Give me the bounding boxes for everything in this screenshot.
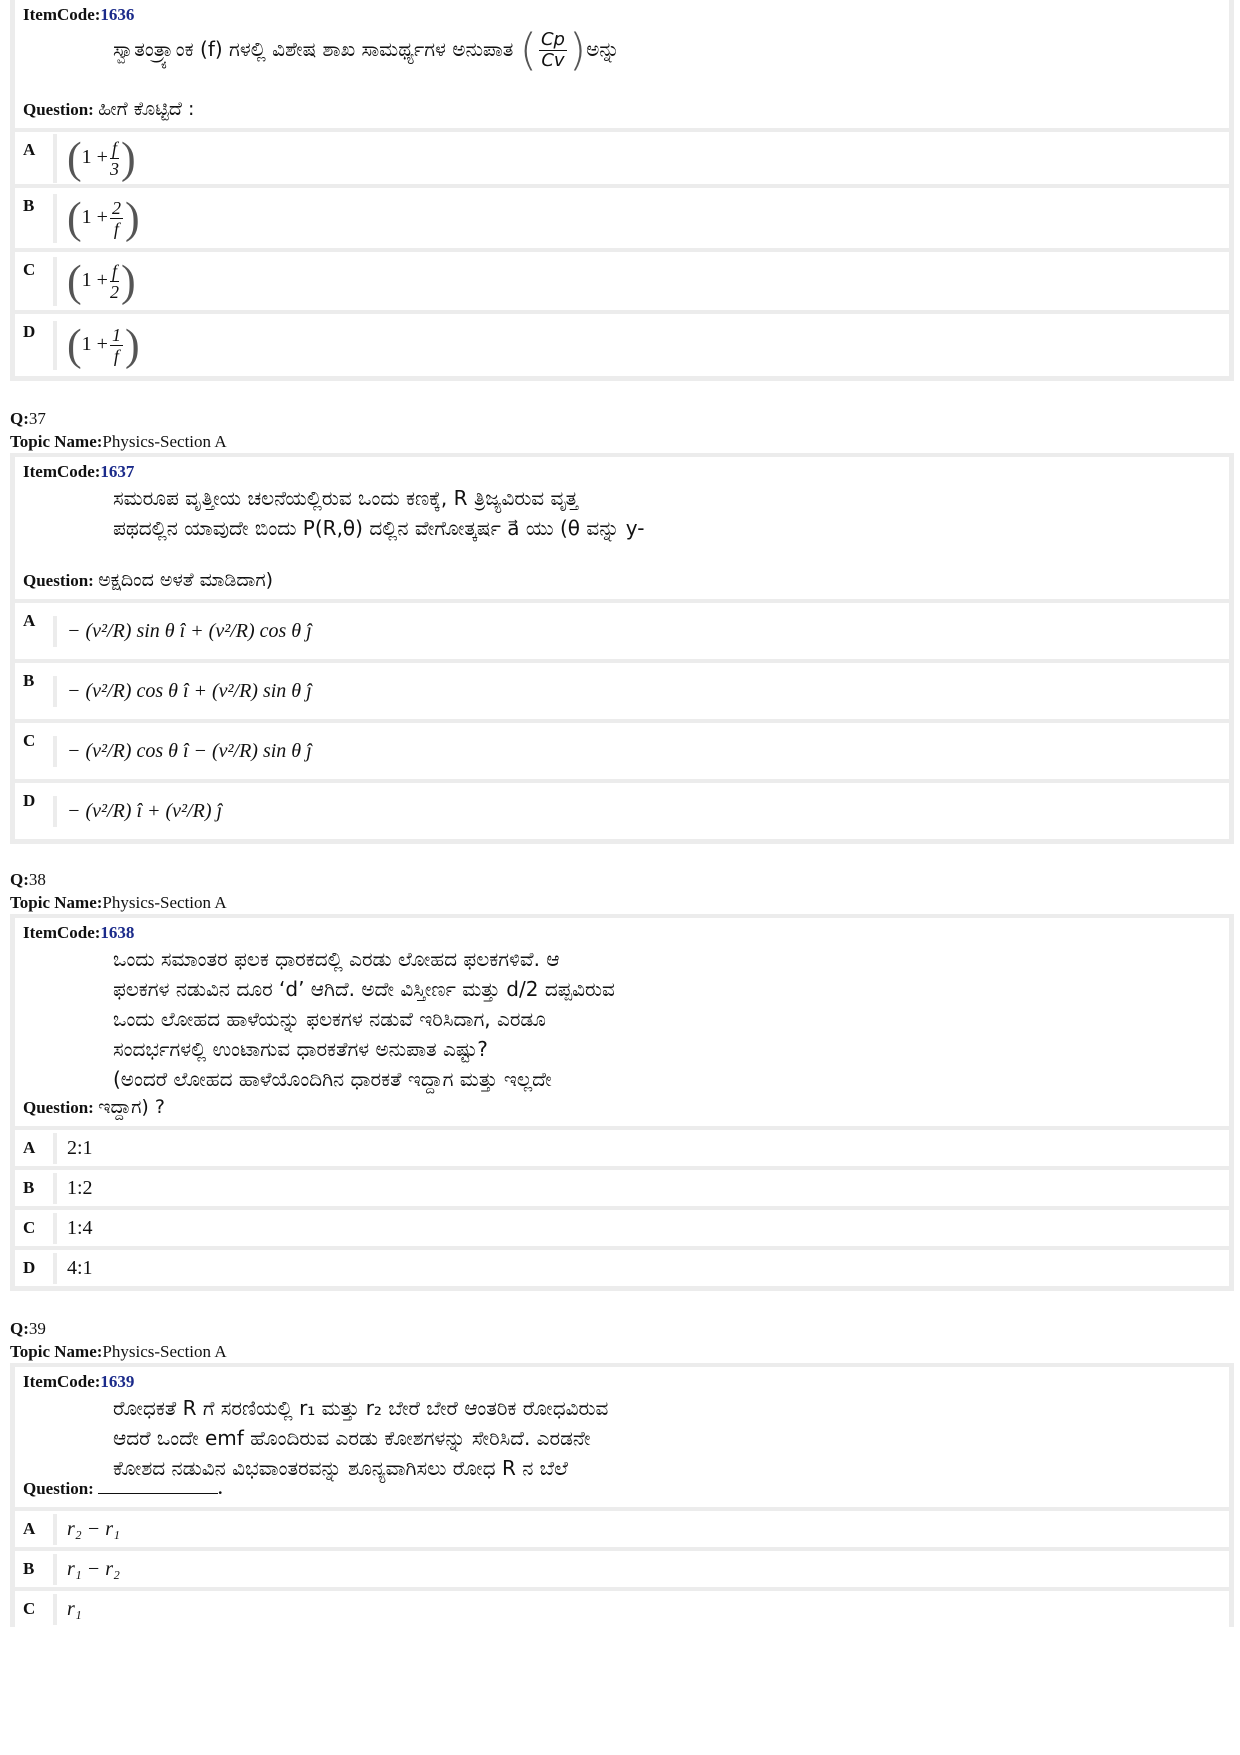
question-text: ಸ್ವಾತಂತ್ರ್ಯಾಂಕ (f) ಗಳಲ್ಲಿ ವಿಶೇಷ ಶಾಖ ಸಾಮರ್ಥ್ಯಗಳ ಅನುಪಾತ ( $\frac{Cp}{Cv}$ )ಅನ್ನು: [113, 24, 620, 76]
question-text: ಸಮರೂಪ ವೃತ್ತೀಯ ಚಲನೆಯಲ್ಲಿರುವ ಒಂದು ಕಣಕ್ಕೆ, R ತ್ರಿಜ್ಯವಿರುವ ವೃತ್ತ ಪಥದಲ್ಲಿನ ಯಾವುದೇ ಬಿಂದು P(R,θ) ದಲ್ಲಿನ ವೇಗೋತ್ಕರ್ಷ a⃗ ಯು (θ ವನ್ನು y-: [113, 486, 645, 540]
question-label: Question: ಇದ್ದಾಗ) ?: [23, 1096, 165, 1118]
options-list: [15, 128, 1229, 376]
item-code: ItemCode:1637: [23, 462, 135, 481]
question-label: Question: .: [23, 1479, 223, 1498]
options-list: [15, 1507, 1229, 1627]
question-paper: [10, 0, 1234, 1627]
option-a[interactable]: A − (v²/R) sin θ î + (v²/R) cos θ ĵ: [15, 603, 1229, 663]
option-d[interactable]: D − (v²/R) î + (v²/R) ĵ: [15, 783, 1229, 839]
option-c[interactable]: C − (v²/R) cos θ î − (v²/R) sin θ ĵ: [15, 723, 1229, 783]
question-label: Question: ಅಕ್ಷದಿಂದ ಅಳತೆ ಮಾಡಿದಾಗ): [23, 569, 274, 591]
option-c[interactable]: C 1:4: [15, 1210, 1229, 1250]
option-b[interactable]: B − (v²/R) cos θ î + (v²/R) sin θ ĵ: [15, 663, 1229, 723]
options-list: [15, 1126, 1229, 1286]
question-text: ರೋಧಕತೆ R ಗೆ ಸರಣಿಯಲ್ಲಿ r₁ ಮತ್ತು r₂ ಬೇರೆ ಬೇರೆ ಆಂತರಿಕ ರೋಧವಿರುವ ಆದರೆ ಒಂದೇ emf ಹೊಂದಿರುವ ಎರಡು ಕೋಶಗಳನ್ನು ಸೇರಿಸಿದೆ. ಎರಡನೇ ಕೋಶದ ನಡುವಿನ ವಿಭವಾಂತರವನ್ನು ಶೂನ್ಯವಾಗಿಸಲು ರೋಧ R ನ ಬೆಲೆ: [113, 1396, 609, 1480]
option-b[interactable]: B r₁ − r₂: [15, 1551, 1229, 1591]
item-code: ItemCode:1636: [23, 5, 135, 24]
option-d[interactable]: D 4:1: [15, 1250, 1229, 1286]
option-b[interactable]: B 1:2: [15, 1170, 1229, 1210]
question-label: Question: ಹೀಗೆ ಕೊಟ್ಟಿದೆ :: [23, 98, 195, 120]
item-code: ItemCode:1639: [23, 1372, 135, 1391]
question-header-37: Q:37 Topic Name:Physics-Section A: [10, 409, 227, 451]
option-d[interactable]: D (1 + $\frac{1}{f}$ ): [15, 314, 1229, 376]
answer-blank: [98, 1493, 218, 1494]
option-a[interactable]: A 2:1: [15, 1130, 1229, 1170]
question-text: ಒಂದು ಸಮಾಂತರ ಫಲಕ ಧಾರಕದಲ್ಲಿ ಎರಡು ಲೋಹದ ಫಲಕಗಳಿವೆ. ಆ ಫಲಕಗಳ ನಡುವಿನ ದೂರ ‘d’ ಆಗಿದೆ. ಅದೇ ವಿಸ್ತೀರ್ಣ ಮತ್ತು d/2 ದಪ್ಪವಿರುವ ಒಂದು ಲೋಹದ ಹಾಳೆಯನ್ನು ಫಲಕಗಳ ನಡುವೆ ಇರಿಸಿದಾಗ, ಎರಡೂ ಸಂದರ್ಭಗಳಲ್ಲಿ ಉಂಟಾಗುವ ಧಾರಕತೆಗಳ ಅನುಪಾತ ಎಷ್ಟು? (ಅಂದರೆ ಲೋಹದ ಹಾಳೆಯೊಂದಿಗಿನ ಧಾರಕತೆ ಇದ್ದಾಗ ಮತ್ತು ಇಲ್ಲದೇ: [113, 947, 615, 1091]
question-stem: [15, 0, 1229, 128]
question-stem: [15, 1367, 1229, 1507]
option-a[interactable]: A (1 + $\frac{f}{3}$ ): [15, 132, 1229, 188]
question-stem: [15, 918, 1229, 1126]
options-list: [15, 599, 1229, 839]
question-card-39: [10, 1363, 1234, 1627]
question-card-37: [10, 453, 1234, 844]
option-b[interactable]: B (1 + $\frac{2}{f}$ ): [15, 188, 1229, 252]
question-card-36: [10, 0, 1234, 381]
question-header-39: Q:39 Topic Name:Physics-Section A: [10, 1319, 227, 1361]
question-header-38: Q:38 Topic Name:Physics-Section A: [10, 870, 227, 912]
item-code: ItemCode:1638: [23, 923, 135, 942]
option-a[interactable]: A r₂ − r₁: [15, 1511, 1229, 1551]
question-card-38: [10, 914, 1234, 1291]
option-c[interactable]: C r₁: [15, 1591, 1229, 1627]
option-c[interactable]: C (1 + $\frac{f}{2}$ ): [15, 252, 1229, 314]
question-stem: [15, 457, 1229, 599]
